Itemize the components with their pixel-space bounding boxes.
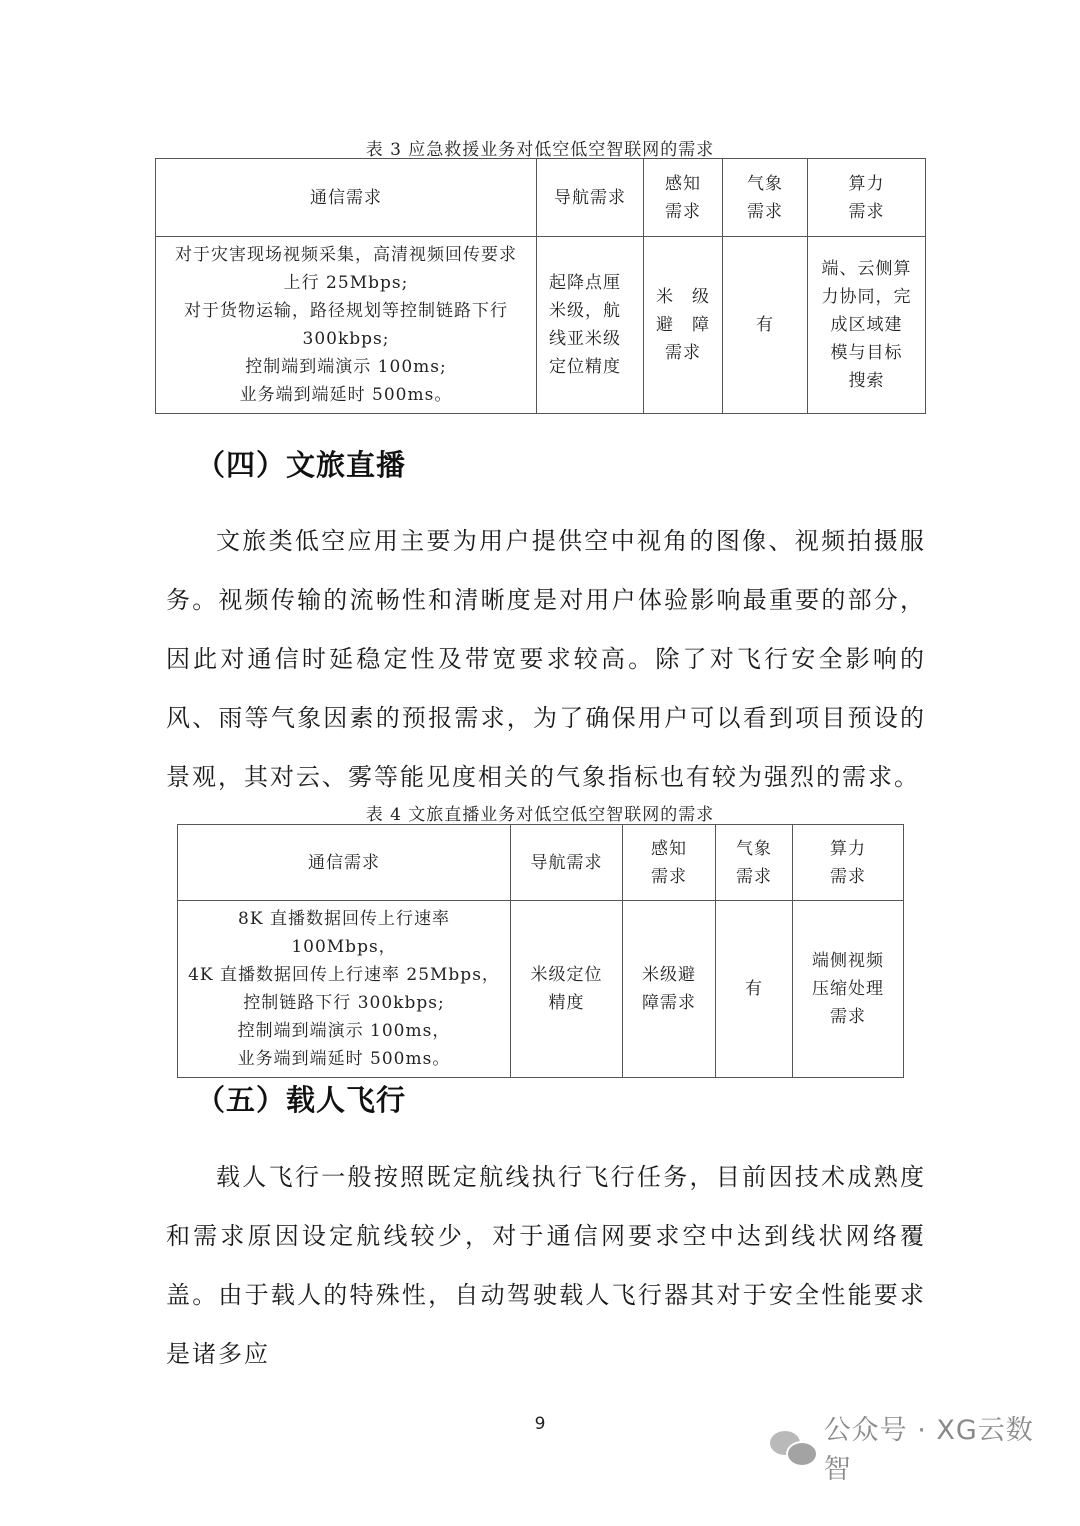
table3-cell-weather: 有 bbox=[723, 237, 808, 414]
table3-row bbox=[156, 237, 926, 414]
table3-header-sense: 感知 需求 bbox=[644, 159, 723, 237]
table4-cell-nav: 米级定位 精度 bbox=[511, 901, 623, 1078]
table4-cell-weather: 有 bbox=[716, 901, 793, 1078]
section5-heading: （五）载人飞行 bbox=[196, 1083, 407, 1117]
table4-caption: 表 4 文旅直播业务对低空低空智联网的需求 bbox=[365, 805, 715, 825]
watermark-text: 公众号 · XG云数智 bbox=[823, 1415, 1034, 1485]
section4-heading: （四）文旅直播 bbox=[196, 448, 407, 482]
watermark bbox=[770, 1415, 1060, 1485]
table4-header-nav: 导航需求 bbox=[511, 825, 623, 901]
table3-cell-sense: 米 级 避 障 需求 bbox=[644, 237, 723, 414]
wechat-icon bbox=[770, 1427, 816, 1467]
table4-header-weather: 气象 需求 bbox=[716, 825, 793, 901]
table3-header-weather: 气象 需求 bbox=[723, 159, 808, 237]
table4-header-row bbox=[178, 825, 904, 901]
table4-row bbox=[178, 901, 904, 1078]
page-number: 9 bbox=[534, 1414, 546, 1434]
table4-header-compute: 算力 需求 bbox=[793, 825, 904, 901]
section5-paragraph: 载人飞行一般按照既定航线执行飞行任务，目前因技术成熟度和需求原因设定航线较少，对于通信网要求空中达到线状网络覆盖。由于载人的特殊性，自动驾驶载人飞行器其对于安全性能要求是诸多应 bbox=[166, 1163, 926, 1368]
table3-cell-comm: 对于灾害现场视频采集，高清视频回传要求 上行 25Mbps; 对于货物运输，路径规划等控制链路下行 300kbps; 控制端到端演示 100ms; 业务端到端延时 500ms。 bbox=[156, 237, 537, 414]
table3-header-compute: 算力 需求 bbox=[808, 159, 926, 237]
table3 bbox=[155, 158, 926, 414]
table4-header-sense: 感知 需求 bbox=[623, 825, 716, 901]
table3-caption: 表 3 应急救援业务对低空低空智联网的需求 bbox=[365, 140, 715, 160]
table3-header-comm: 通信需求 bbox=[156, 159, 537, 237]
table3-cell-compute: 端、云侧算 力协同，完 成区域建 模与目标 搜索 bbox=[808, 237, 926, 414]
table3-cell-nav: 起降点厘 米级，航 线亚米级 定位精度 bbox=[537, 237, 644, 414]
table4-cell-compute: 端侧视频 压缩处理 需求 bbox=[793, 901, 904, 1078]
table4-header-comm: 通信需求 bbox=[178, 825, 511, 901]
section4-paragraph: 文旅类低空应用主要为用户提供空中视角的图像、视频拍摄服务。视频传输的流畅性和清晰度是对用户体验影响最重要的部分，因此对通信时延稳定性及带宽要求较高。除了对飞行安全影响的风、雨等气象因素的预报需求，为了确保用户可以看到项目预设的景观，其对云、雾等能见度相关的气象指标也有较为强烈的需求。 bbox=[166, 527, 926, 791]
table3-header-nav: 导航需求 bbox=[537, 159, 644, 237]
table4-cell-sense: 米级避 障需求 bbox=[623, 901, 716, 1078]
table4 bbox=[177, 824, 904, 1078]
table3-header-row bbox=[156, 159, 926, 237]
table4-cell-comm: 8K 直播数据回传上行速率 100Mbps， 4K 直播数据回传上行速率 25Mbps， 控制链路下行 300kbps; 控制端到端演示 100ms， 业务端到端延时 500ms。 bbox=[178, 901, 511, 1078]
